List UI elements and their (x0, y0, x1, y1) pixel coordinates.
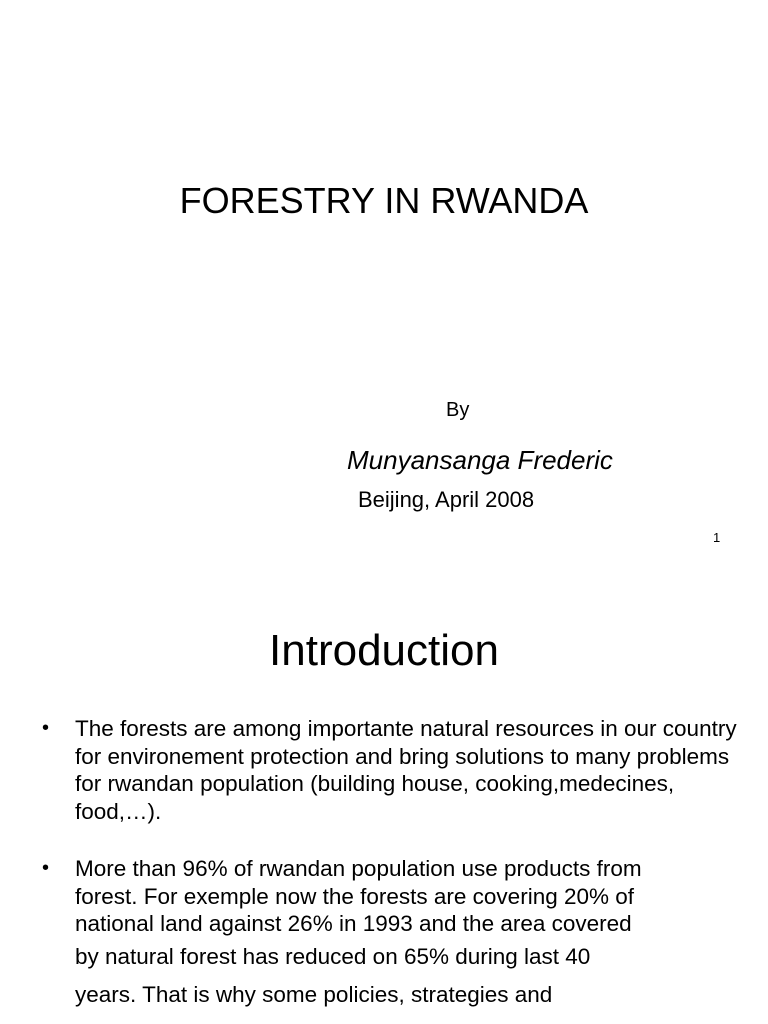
by-label: By (446, 399, 470, 421)
author-name: Munyansanga Frederic (347, 445, 613, 475)
page-number: 1 (713, 530, 721, 545)
slide-title: FORESTRY IN RWANDA (179, 180, 589, 221)
bullet-line: More than 96% of rwandan population use products from (75, 856, 642, 881)
slide-2 (0, 560, 768, 1024)
bullet-dot-icon: • (42, 717, 50, 739)
bullet-line: national land against 26% in 1993 and the area covered (75, 911, 632, 936)
place-date: Beijing, April 2008 (358, 487, 535, 512)
bullet-text: The forests are among importante natural resources in our country for environement protection and bring solutions to many problems for rwandan population (building house, cooking,medecines, food,…). (75, 716, 737, 824)
bullet-line: by natural forest has reduced on 65% during last 40 (75, 943, 591, 969)
section-title: Introduction (269, 626, 499, 675)
bullet-line: years. That is why some policies, strategies and (75, 981, 553, 1007)
bullet-line: forest. For exemple now the forests are covering 20% of (75, 883, 635, 909)
bullet-item (0, 855, 768, 1014)
bullet-item (0, 715, 768, 825)
bullet-dot-icon: • (42, 857, 50, 879)
bullet-list (0, 715, 768, 1014)
